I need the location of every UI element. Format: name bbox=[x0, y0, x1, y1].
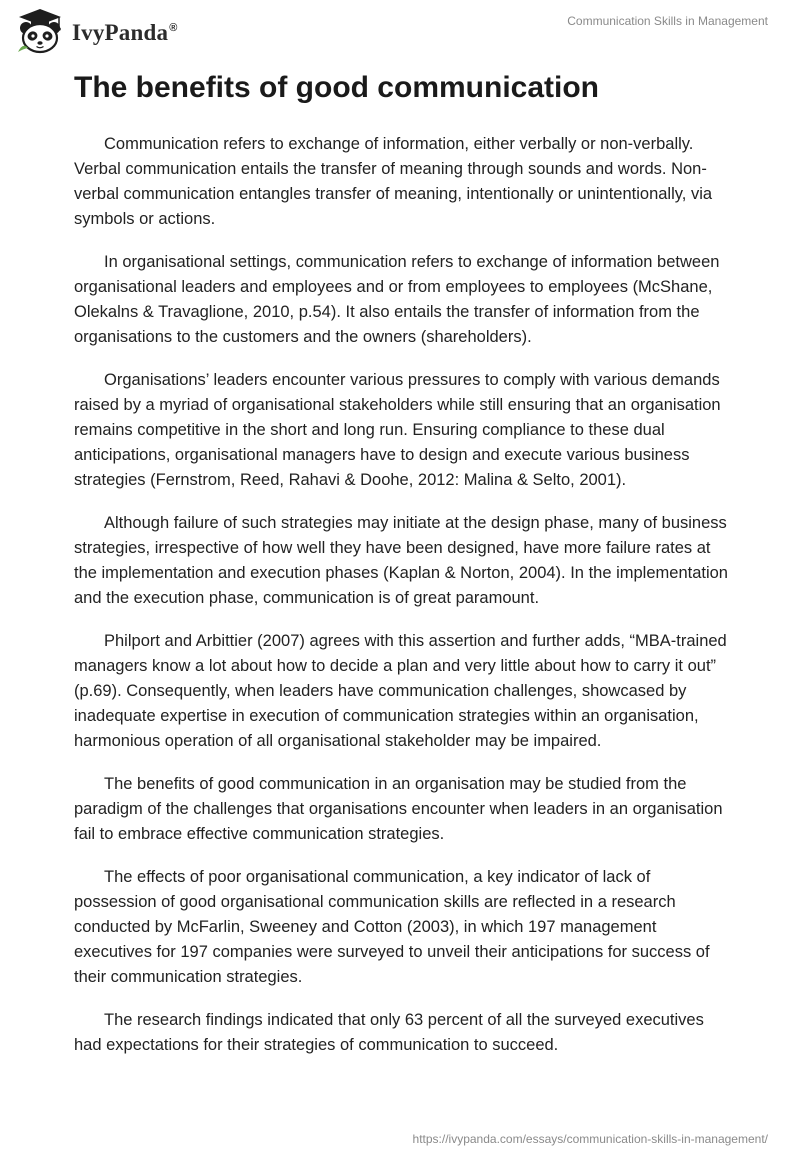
paragraph-3: Organisations’ leaders encounter various pressures to comply with various demands raised by a myriad of organisational stakeholders while still ensuring that an organisation remains competitive in the short and long run. Ensuring compliance to these dual anticipations, organisational managers have to design and execute various business strategies (Fernstrom, Reed, Rahavi & Doohe, 2012: Malina & Selto, 2001). bbox=[74, 371, 721, 489]
source-url[interactable]: https://ivypanda.com/essays/communication-skills-in-management/ bbox=[412, 1132, 768, 1146]
article-body bbox=[74, 70, 734, 1076]
panda-graduate-icon bbox=[14, 8, 66, 54]
paragraph-1: Communication refers to exchange of information, either verbally or non-verbally. Verbal communication entails the transfer of meaning through sounds and words. Non-verbal communication entangles transfer of meaning, intentionally or unintentionally, via symbols or actions. bbox=[74, 135, 713, 228]
paragraph-7: The effects of poor organisational communication, a key indicator of lack of possession of good organisational communication skills are reflected in a research conducted by McFarlin, Sweeney and Cotton (2003), in which 197 management executives for 197 companies were surveyed to unveil their anticipations for success of their communication strategies. bbox=[74, 868, 710, 986]
paragraph-4: Although failure of such strategies may initiate at the design phase, many of business strategies, irrespective of how well they have been designed, have more failure rates at the implementation and execution phases (Kaplan & Norton, 2004). In the implementation and the execution phase, communication is of great paramount. bbox=[74, 514, 728, 607]
paragraph-2: In organisational settings, communication refers to exchange of information between organisational leaders and employees and or from employees to employees (McShane, Olekalns & Travaglione, 2010, p.54). It also entails the transfer of information from the organisations to the customers and the owners (shareholders). bbox=[74, 253, 720, 346]
paragraph-6: The benefits of good communication in an organisation may be studied from the paradigm of the challenges that organisations encounter when leaders in an organisation fail to embrace effective communication strategies. bbox=[74, 775, 723, 843]
brand-logo[interactable] bbox=[14, 8, 178, 54]
paragraph-5: Philport and Arbittier (2007) agrees with this assertion and further adds, “MBA-trained managers know a lot about how to decide a plan and very little about how to carry it out” (p.69). Consequently, when leaders have communication challenges, showcased by inadequate expertise in execution of communication strategies within an organisation, harmonious operation of all organisational stakeholder may be impaired. bbox=[74, 632, 727, 750]
document-title: Communication Skills in Management bbox=[567, 14, 768, 28]
page-header bbox=[0, 0, 800, 64]
article-heading: The benefits of good communication bbox=[74, 71, 599, 104]
paragraph-8: The research findings indicated that only 63 percent of all the surveyed executives had expectations for their strategies of communication to succeed. bbox=[74, 1011, 704, 1054]
brand-name: IvyPanda® bbox=[72, 20, 178, 45]
